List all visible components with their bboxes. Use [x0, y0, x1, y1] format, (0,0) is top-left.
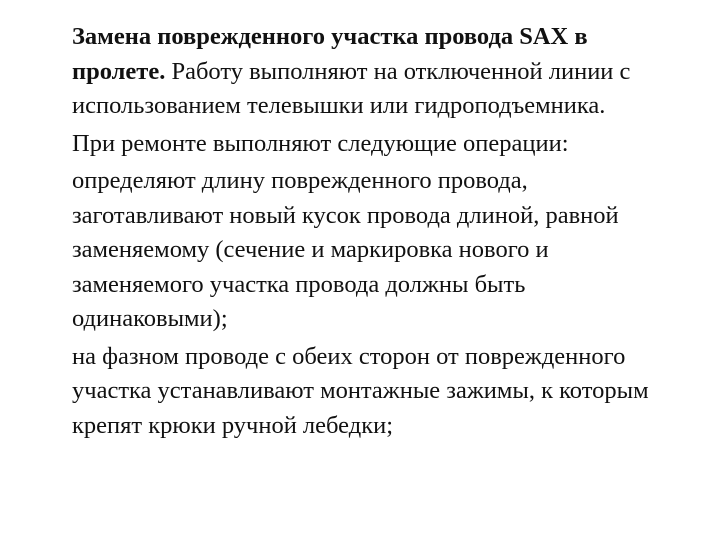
paragraph-step-measure-text: определяют длину поврежденного провода, заготавливают новый кусок провода длиной, равной заменяемому (сечение и маркировка нового и заменяемого участка провода должны быть одинаковыми); — [72, 167, 619, 332]
paragraph-intro-text: Работу выполняют на отключенной линии с использованием телевышки или гидроподъемника. — [72, 57, 631, 119]
paragraph-step-clamps-text: на фазном проводе с обеих сторон от поврежденного участка устанавливают монтажные зажимы, к которым крепят крюки ручной лебедки; — [72, 342, 649, 439]
paragraph-intro-heading: Замена поврежденного участка провода SAX в пролете. — [72, 23, 588, 85]
paragraph-intro — [72, 20, 682, 124]
paragraph-operations-lead-text: При ремонте выполняют следующие операции: — [72, 129, 569, 157]
text-body — [72, 20, 682, 446]
paragraph-step-clamps — [72, 340, 682, 444]
paragraph-operations-lead — [72, 127, 682, 162]
paragraph-step-measure — [72, 164, 682, 337]
